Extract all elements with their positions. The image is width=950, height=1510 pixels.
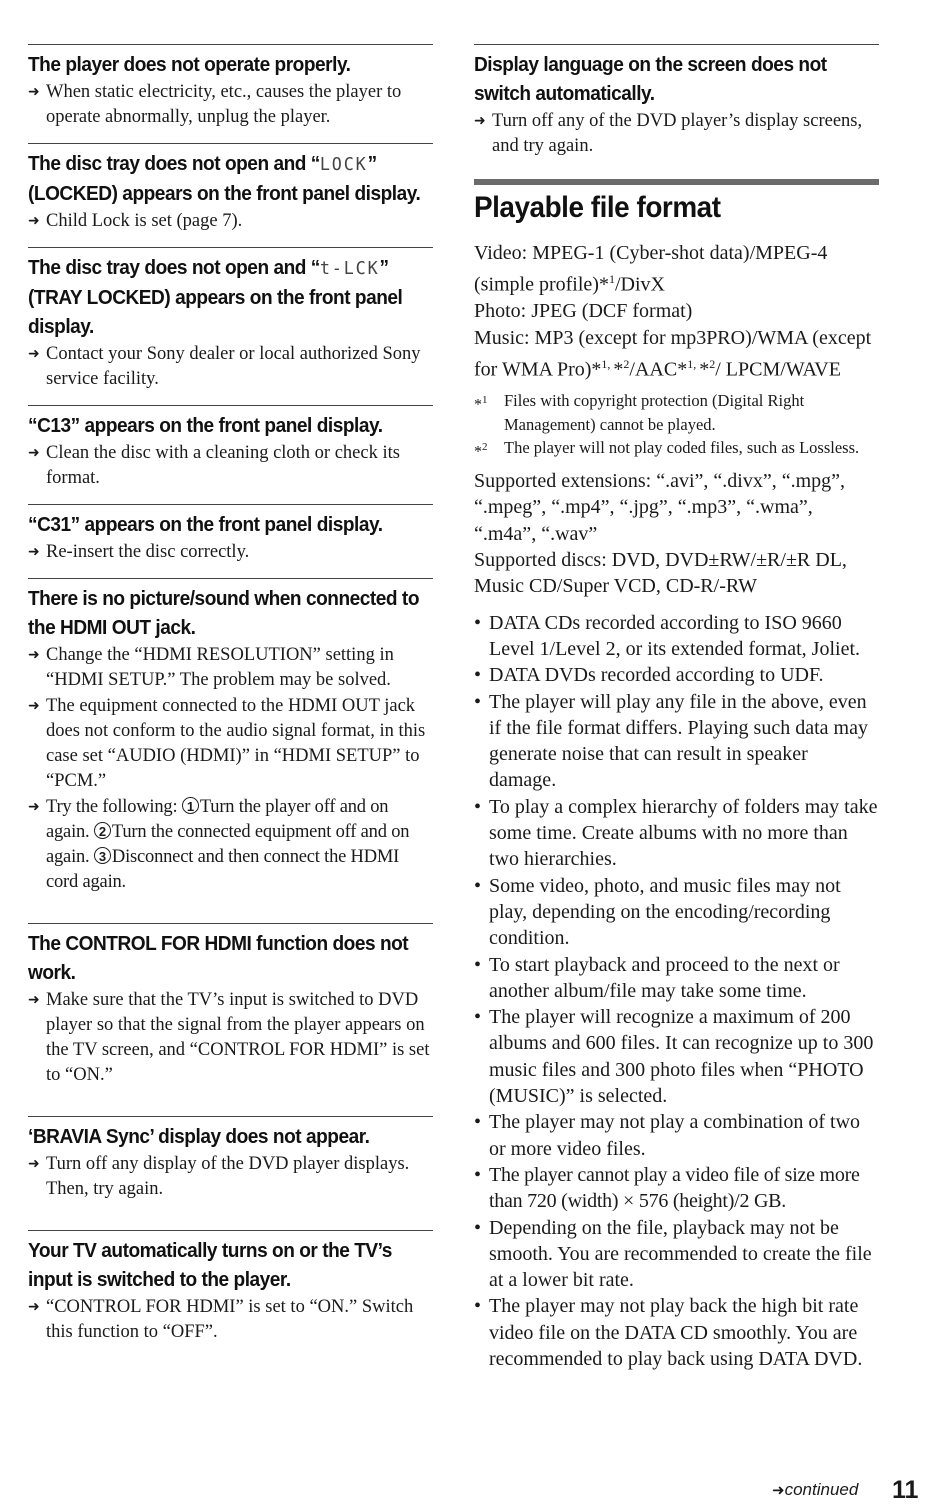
solution: ➜ Change the “HDMI RESOLUTION” setting in “HDMI SETUP.” The problem may be solved. xyxy=(28,645,394,690)
right-column xyxy=(474,44,879,1372)
trouble-title: The disc tray does not open and “t-LCK” (TRAY LOCKED) appears on the front panel display. xyxy=(28,256,403,338)
solution: ➜ Clean the disc with a cleaning cloth or check its format. xyxy=(28,443,400,488)
trouble-title: “C31” appears on the front panel display. xyxy=(28,513,383,536)
section-title: Playable file format xyxy=(474,191,721,224)
circled-number-1: 1 xyxy=(182,797,199,814)
trouble-item xyxy=(474,44,879,159)
list-item: • DATA DVDs recorded according to UDF. xyxy=(474,662,879,688)
page-number: 11 xyxy=(892,1476,919,1504)
solution: ➜ Re-insert the disc correctly. xyxy=(28,540,433,565)
trouble-item xyxy=(28,44,433,130)
section-header xyxy=(474,179,879,228)
trouble-title: ‘BRAVIA Sync’ display does not appear. xyxy=(28,1125,370,1148)
format-list xyxy=(474,240,879,383)
footnote: *$^1$ Files with copyright protection (Digital Right Management) cannot be played. xyxy=(474,390,805,434)
arrow-right-icon: ➜ xyxy=(28,698,40,714)
trouble-title: There is no picture/sound when connected to the HDMI OUT jack. xyxy=(28,587,420,639)
arrow-right-icon: ➜ xyxy=(28,992,40,1008)
arrow-right-icon: ➜ xyxy=(28,1156,40,1172)
trouble-item xyxy=(28,1116,433,1202)
solution: ➜ Turn off any of the DVD player’s display screens, and try again. xyxy=(474,111,863,156)
list-item: • The player may not play a combination of two or more video files. xyxy=(474,1109,879,1162)
music-formats: Music: MP3 (except for mp3PRO)/WMA (except for WMA Pro)*$^{1,}$ *$^2$/AAC*$^{1,}$ *$^2$/ LPCM/WAVE xyxy=(474,326,872,381)
solution: ➜ When static electricity, etc., causes the player to operate abnormally, unplug the player. xyxy=(28,82,402,127)
trouble-item xyxy=(28,1230,433,1345)
solution: ➜ Child Lock is set (page 7). xyxy=(28,209,433,234)
footnotes xyxy=(474,389,879,460)
photo-formats: Photo: JPEG (DCF format) xyxy=(474,300,693,323)
trouble-title: The CONTROL FOR HDMI function does not work. xyxy=(28,932,409,984)
solution: ➜ Turn off any display of the DVD player displays. Then, try again. xyxy=(28,1154,410,1199)
trouble-item xyxy=(28,923,433,1088)
list-item: • DATA CDs recorded according to ISO 9660 Level 1/Level 2, or its extended format, Joliet. xyxy=(474,610,879,663)
list-item: • The player may not play back the high bit rate video file on the DATA CD smoothly. You are recommended to play back using DATA DVD. xyxy=(474,1293,879,1372)
continued-label: ➜continued xyxy=(772,1480,859,1499)
solution: ➜ “CONTROL FOR HDMI” is set to “ON.” Switch this function to “OFF”. xyxy=(28,1297,414,1342)
list-item: • The player will play any file in the above, even if the file format differs. Playing such data may generate noise that can result in speaker damage. xyxy=(474,689,879,794)
trouble-title: Display language on the screen does not switch automatically. xyxy=(474,53,827,105)
arrow-right-icon: ➜ xyxy=(28,799,40,815)
video-formats: Video: MPEG-1 (Cyber-shot data)/MPEG-4 (simple profile)*$^1$/DivX xyxy=(474,242,828,296)
trouble-item xyxy=(28,405,433,491)
trouble-title: The player does not operate properly. xyxy=(28,53,351,76)
list-item: • The player will recognize a maximum of 200 albums and 600 files. It can recognize up to 300 music files and 300 photo files when “PHOTO (MUSIC)” is selected. xyxy=(474,1004,879,1109)
list-item: • To play a complex hierarchy of folders may take some time. Create albums with no more than two hierarchies. xyxy=(474,794,879,873)
circled-number-2: 2 xyxy=(94,822,111,839)
solution: ➜ Try the following: 1 Turn the player off and on again. 2 Turn the connected equipment off and on again. 3 Disconnect and then connect the HDMI cord again. xyxy=(28,797,410,892)
footnote: *$^2$ The player will not play coded files, such as Lossless. xyxy=(474,438,860,461)
arrow-right-icon: ➜ xyxy=(28,544,40,560)
arrow-right-icon: ➜ xyxy=(474,113,486,129)
list-item: • Some video, photo, and music files may not play, depending on the encoding/recording condition. xyxy=(474,873,879,952)
arrow-right-icon: ➜ xyxy=(28,445,40,461)
trouble-item xyxy=(28,504,433,565)
arrow-right-icon: ➜ xyxy=(772,1481,785,1499)
supported-discs: Supported discs: DVD, DVD±RW/±R/±R DL, Music CD/Super VCD, CD-R/-RW xyxy=(474,549,847,598)
solution: ➜ The equipment connected to the HDMI OUT jack does not conform to the audio signal format, in this case set “AUDIO (HDMI)” in “HDMI SETUP” to “PCM.” xyxy=(28,696,426,791)
trouble-title: The disc tray does not open and “LOCK” (LOCKED) appears on the front panel display. xyxy=(28,152,421,205)
trouble-item xyxy=(28,247,433,392)
circled-number-3: 3 xyxy=(94,847,111,864)
arrow-right-icon: ➜ xyxy=(28,346,40,362)
supported-extensions: Supported extensions: “.avi”, “.divx”, “.mpg”, “.mpeg”, “.mp4”, “.jpg”, “.mp3”, “.wma”, “.m4a”, “.wav” xyxy=(474,470,846,545)
list-item: • The player cannot play a video file of size more than 720 (width) × 576 (height)/2 GB. xyxy=(474,1162,879,1215)
arrow-right-icon: ➜ xyxy=(28,84,40,100)
lcd-text: t-LCK xyxy=(319,258,380,279)
lcd-text: LOCK xyxy=(319,154,368,175)
trouble-title: Your TV automatically turns on or the TV’s input is switched to the player. xyxy=(28,1239,392,1291)
solution: ➜ Contact your Sony dealer or local authorized Sony service facility. xyxy=(28,344,421,389)
list-item: • Depending on the file, playback may not be smooth. You are recommended to create the file at a lower bit rate. xyxy=(474,1215,879,1294)
left-column xyxy=(28,44,433,1345)
trouble-item xyxy=(28,143,433,234)
arrow-right-icon: ➜ xyxy=(28,647,40,663)
notes-list xyxy=(474,610,879,1373)
trouble-title: “C13” appears on the front panel display. xyxy=(28,414,383,437)
arrow-right-icon: ➜ xyxy=(28,1299,40,1315)
list-item: • To start playback and proceed to the next or another album/file may take some time. xyxy=(474,952,879,1005)
trouble-item xyxy=(28,578,433,895)
solution: ➜ Make sure that the TV’s input is switched to DVD player so that the signal from the player appears on the TV screen, and “CONTROL FOR HDMI” is set to “ON.” xyxy=(28,990,430,1085)
arrow-right-icon: ➜ xyxy=(28,213,40,229)
